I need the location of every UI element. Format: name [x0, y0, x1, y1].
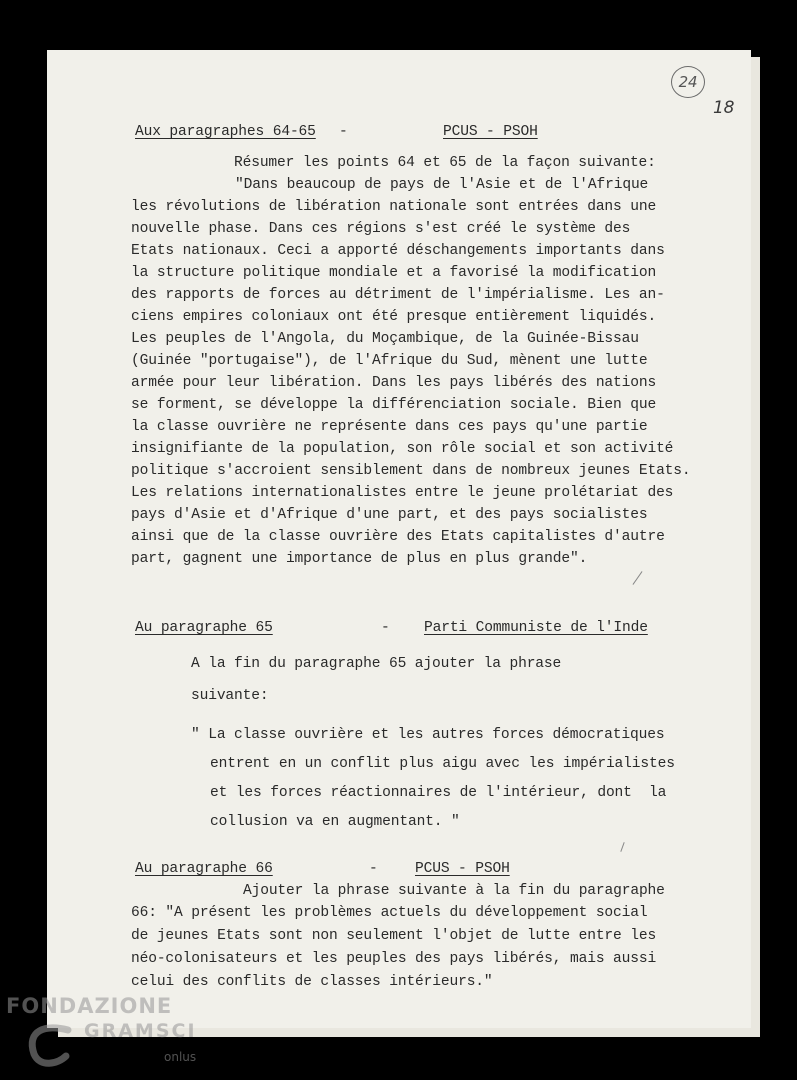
section1-line: (Guinée "portugaise"), de l'Afrique du Sud, mènent une lutte: [131, 353, 648, 369]
section2-heading-dash: -: [381, 620, 390, 636]
section2-quote-line: collusion va en augmentant. ": [210, 814, 460, 830]
section2-quote-line: et les forces réactionnaires de l'intérieur, dont la: [210, 785, 667, 801]
section2-quote-line: entrent en un conflit plus aigu avec les impérialistes: [210, 756, 675, 772]
pencil-mark: [633, 571, 643, 585]
section1-line: nouvelle phase. Dans ces régions s'est créé le système des: [131, 221, 631, 237]
section1-line: pays d'Asie et d'Afrique d'une part, et des pays socialistes: [131, 507, 648, 523]
section1-line: les révolutions de libération nationale sont entrées dans une: [131, 199, 657, 215]
section1-heading-dash: -: [339, 124, 348, 140]
section2-heading-left: Au paragraphe 65: [135, 620, 273, 636]
section2-intro-line: suivante:: [191, 688, 269, 704]
section1-line: Les peuples de l'Angola, du Moçambique, de la Guinée-Bissau: [131, 331, 639, 347]
section3-line: néo-colonisateurs et les peuples des pays libérés, mais aussi: [131, 951, 657, 967]
watermark-line3: onlus: [164, 1050, 197, 1064]
section1-line: la structure politique mondiale et a favorisé la modification: [131, 265, 657, 281]
gramsci-logo-swoosh-icon: [6, 1020, 86, 1072]
document-page: [47, 50, 751, 1028]
section1-heading-right: PCUS - PSOH: [443, 124, 538, 140]
section3-line: Ajouter la phrase suivante à la fin du paragraphe: [243, 883, 665, 899]
section3-line: 66: "A présent les problèmes actuels du développement social: [131, 905, 648, 921]
section1-line: des rapports de forces au détriment de l'impérialisme. Les an-: [131, 287, 665, 303]
section1-line: armée pour leur libération. Dans les pays libérés des nations: [131, 375, 657, 391]
section2-intro-line: A la fin du paragraphe 65 ajouter la phrase: [191, 656, 562, 672]
section1-line: la classe ouvrière ne représente dans ces pays qu'une partie: [131, 419, 648, 435]
section1-line: "Dans beaucoup de pays de l'Asie et de l'Afrique: [235, 177, 649, 193]
archive-folio-number: 24: [671, 66, 705, 98]
section1-heading-left: Aux paragraphes 64-65: [135, 124, 316, 140]
watermark-line1: FONDAZIONE: [6, 994, 173, 1018]
watermark-line2: GRAMSCI: [84, 1020, 197, 1042]
section2-quote-line: " La classe ouvrière et les autres forces démocratiques: [191, 727, 665, 743]
section1-line: Résumer les points 64 et 65 de la façon suivante:: [234, 155, 656, 171]
section1-line: ainsi que de la classe ouvrière des Etats capitalistes d'autre: [131, 529, 665, 545]
section2-heading-right: Parti Communiste de l'Inde: [424, 620, 648, 636]
section1-line: se forment, se développe la différenciation sociale. Bien que: [131, 397, 657, 413]
section1-line: Les relations internationalistes entre le jeune prolétariat des: [131, 485, 674, 501]
pencil-mark: [620, 842, 624, 852]
section1-line: Etats nationaux. Ceci a apporté déschangements importants dans: [131, 243, 665, 259]
section3-heading-right: PCUS - PSOH: [415, 861, 510, 877]
section1-line: part, gagnent une importance de plus en plus grande".: [131, 551, 588, 567]
section3-heading-left: Au paragraphe 66: [135, 861, 273, 877]
section3-heading-dash: -: [369, 861, 378, 877]
section1-line: politique s'accroient sensiblement dans de nombreux jeunes Etats.: [131, 463, 691, 479]
section3-line: de jeunes Etats sont non seulement l'objet de lutte entre les: [131, 928, 657, 944]
section1-line: ciens empires coloniaux ont été presque entièrement liquidés.: [131, 309, 657, 325]
page-number: 18: [713, 98, 735, 118]
section3-line: celui des conflits de classes intérieurs.": [131, 974, 493, 990]
section1-line: insignifiante de la population, son rôle social et son activité: [131, 441, 674, 457]
